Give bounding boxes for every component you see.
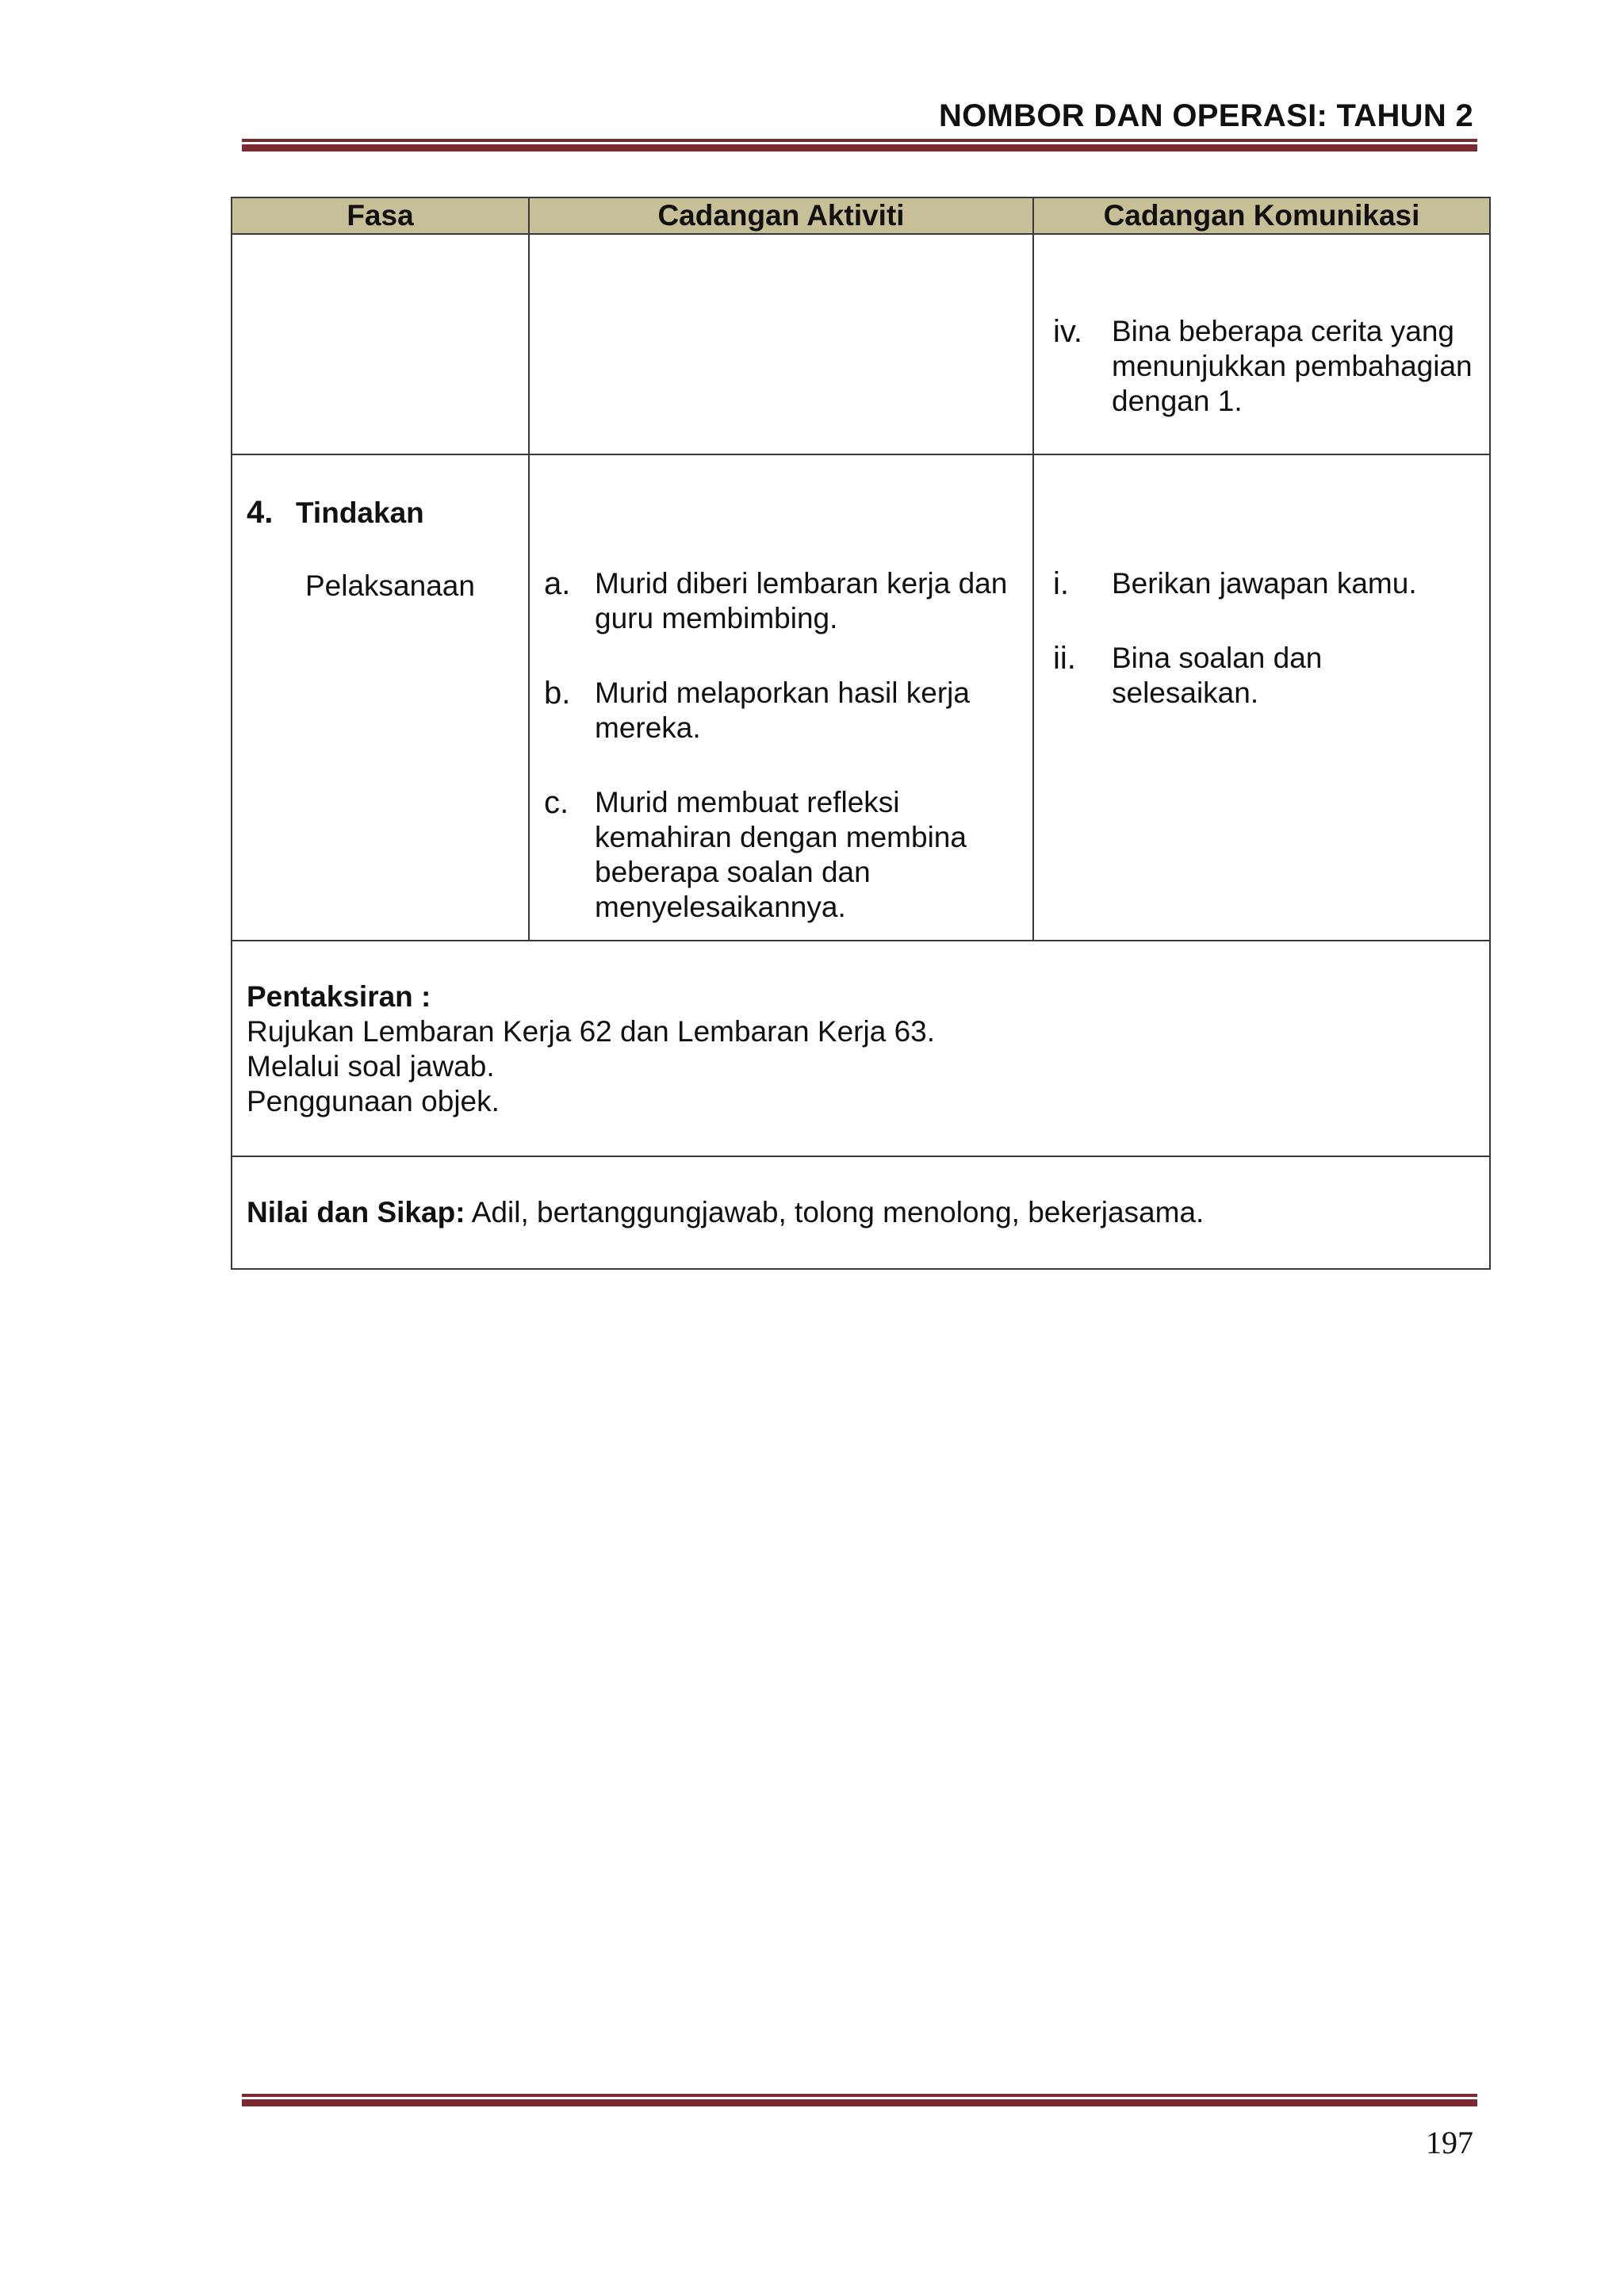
table-row: [232, 454, 1490, 941]
table-row: [232, 234, 1490, 454]
page-number: 197: [1426, 2125, 1473, 2160]
komunikasi-cell: [1033, 454, 1490, 941]
aktiviti-cell: [529, 454, 1033, 941]
list-item-text: Murid diberi lembaran kerja dan guru membimbing.: [595, 567, 1008, 634]
list-marker: ii.: [1053, 641, 1076, 676]
page-header-title: NOMBOR DAN OPERASI: TAHUN 2: [938, 98, 1473, 133]
list-marker: c.: [544, 785, 569, 820]
list-item-text: Murid membuat refleksi kemahiran dengan membina beberapa soalan dan menyelesaikannya.: [595, 786, 967, 923]
list-item: [544, 785, 1018, 925]
column-header-komunikasi: Cadangan Komunikasi: [1033, 197, 1490, 234]
aktiviti-cell: [529, 234, 1033, 454]
list-marker: b.: [544, 676, 571, 711]
column-header-fasa: Fasa: [232, 197, 529, 234]
phase-title: Tindakan: [296, 496, 424, 529]
list-item-text: Bina soalan dan selesaikan.: [1112, 642, 1323, 709]
list-item: [1034, 235, 1489, 419]
phase-subtitle: Pelaksanaan: [305, 569, 475, 602]
list-marker: i.: [1053, 566, 1069, 601]
pentaksiran-line: Penggunaan objek.: [247, 1085, 500, 1117]
footer-rule: [242, 2094, 1477, 2106]
pentaksiran-line: Rujukan Lembaran Kerja 62 dan Lembaran Kerja 63.: [247, 1015, 936, 1048]
fasa-cell: [232, 234, 529, 454]
nilai-cell: [232, 1156, 1490, 1269]
table-row: [232, 941, 1490, 1156]
nilai-sikap: [232, 1157, 1489, 1230]
list-marker: a.: [544, 566, 571, 601]
list-item: [544, 676, 1018, 746]
list-item-text: Berikan jawapan kamu.: [1112, 567, 1417, 600]
phase-number: 4.: [247, 495, 274, 530]
komunikasi-cell: [1033, 234, 1490, 454]
header-rule: [242, 139, 1477, 151]
nilai-label: Nilai dan Sikap:: [247, 1196, 465, 1228]
list-item: [544, 566, 1018, 636]
list-item: [1053, 566, 1475, 601]
list-marker: iv.: [1053, 314, 1083, 349]
lesson-plan-table: [231, 197, 1491, 1270]
list-item-text: Bina beberapa cerita yang menunjukkan pembahagian dengan 1.: [1112, 315, 1473, 417]
pentaksiran-cell: [232, 941, 1490, 1156]
pentaksiran-line: Melalui soal jawab.: [247, 1050, 495, 1083]
table-row: [232, 1156, 1490, 1269]
list-item-text: Murid melaporkan hasil kerja mereka.: [595, 677, 970, 744]
list-item: [1053, 641, 1475, 711]
fasa-cell: [232, 454, 529, 941]
pentaksiran-label: Pentaksiran :: [247, 980, 431, 1013]
phase-heading: [232, 455, 528, 531]
nilai-text: Adil, bertanggungjawab, tolong menolong, bekerjasama.: [465, 1196, 1205, 1228]
table-header-row: [232, 197, 1490, 234]
column-header-aktiviti: Cadangan Aktiviti: [529, 197, 1033, 234]
